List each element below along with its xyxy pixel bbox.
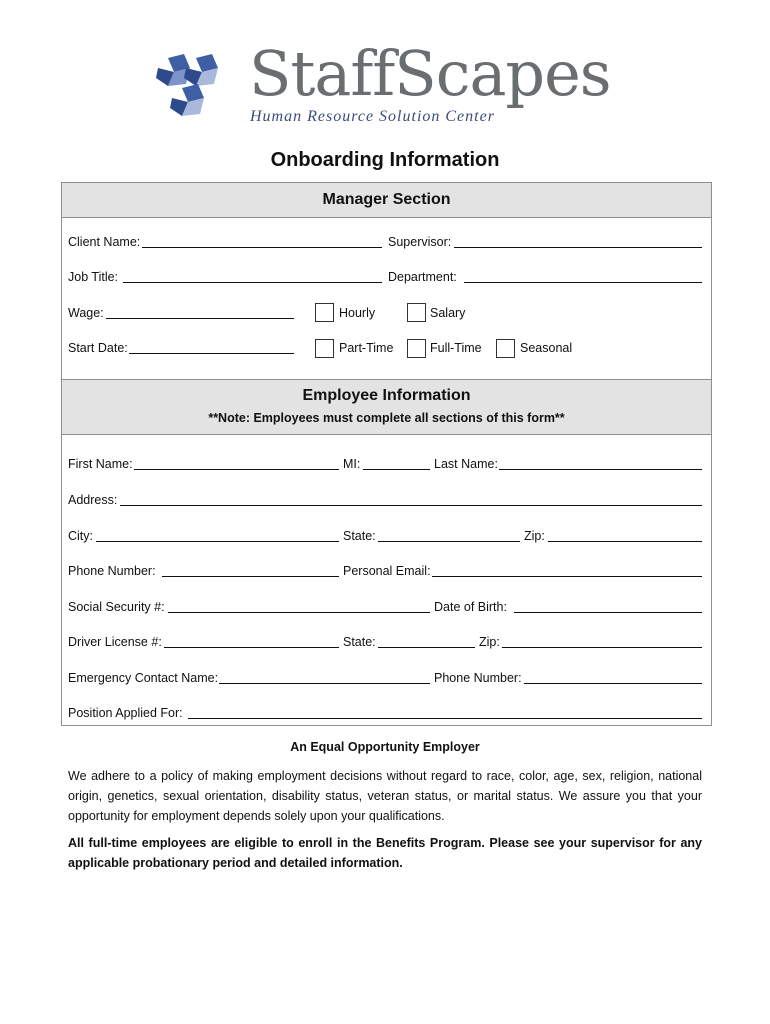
license-zip-field[interactable] (502, 647, 702, 648)
department-label: Department: (388, 270, 457, 284)
policy-paragraph: We adhere to a policy of making employment decisions without regard to race, color, age, sex, religion, national origin, genetics, sexual orientation, disability status, veteran status, or marital status. We assure you that your opportunity for employment depends solely upon your qualifications. (68, 769, 702, 823)
employee-section-header (62, 379, 711, 435)
emergency-phone-field[interactable] (524, 683, 702, 684)
logo-tagline: Human Resource Solution Center (250, 108, 495, 125)
zip-field[interactable] (548, 541, 702, 542)
job-title-label: Job Title: (68, 270, 119, 284)
driver-license-label: Driver License #: (68, 635, 162, 649)
wage-label: Wage: (68, 306, 104, 320)
seasonal-label: Seasonal (520, 341, 573, 355)
logo-cubes-icon (156, 54, 236, 120)
onboarding-form (61, 182, 712, 726)
hourly-checkbox[interactable] (315, 303, 334, 322)
license-state-label: State: (343, 635, 376, 649)
eeo-heading: An Equal Opportunity Employer (290, 740, 480, 754)
first-name-label: First Name: (68, 457, 133, 471)
mi-label: MI: (343, 457, 361, 471)
supervisor-label: Supervisor: (388, 235, 452, 249)
client-name-field[interactable] (142, 247, 382, 248)
department-field[interactable] (464, 282, 702, 283)
company-logo (156, 37, 626, 134)
job-title-field[interactable] (123, 282, 382, 283)
logo-wordmark: StaffScapes (249, 37, 611, 110)
start-date-label: Start Date: (68, 341, 128, 355)
hourly-label: Hourly (339, 306, 376, 320)
driver-license-field[interactable] (164, 647, 339, 648)
zip-label: Zip: (524, 529, 545, 543)
seasonal-checkbox[interactable] (496, 339, 515, 358)
mi-field[interactable] (363, 469, 430, 470)
manager-section-title: Manager Section (322, 191, 451, 208)
personal-email-label: Personal Email: (343, 564, 431, 578)
supervisor-field[interactable] (454, 247, 702, 248)
dob-label: Date of Birth: (434, 600, 507, 614)
benefits-paragraph: All full-time employees are eligible to enroll in the Benefits Program. Please see your supervisor for any applicable probationary period and detailed information. (68, 836, 702, 870)
wage-field[interactable] (106, 318, 294, 319)
emergency-contact-field[interactable] (219, 683, 430, 684)
phone-number-label: Phone Number: (68, 564, 156, 578)
city-field[interactable] (96, 541, 339, 542)
salary-checkbox[interactable] (407, 303, 426, 322)
client-name-label: Client Name: (68, 235, 141, 249)
emergency-phone-label: Phone Number: (434, 671, 522, 685)
ssn-label: Social Security #: (68, 600, 165, 614)
employee-section-title: Employee Information (302, 387, 471, 404)
first-name-field[interactable] (134, 469, 339, 470)
employee-section-note: **Note: Employees must complete all sections of this form** (208, 411, 565, 425)
manager-section-header (62, 183, 711, 218)
full-time-checkbox[interactable] (407, 339, 426, 358)
start-date-field[interactable] (129, 353, 294, 354)
address-label: Address: (68, 493, 118, 507)
address-field[interactable] (120, 505, 702, 506)
state-field[interactable] (378, 541, 520, 542)
city-label: City: (68, 529, 93, 543)
phone-number-field[interactable] (162, 576, 339, 577)
position-field[interactable] (188, 718, 702, 719)
last-name-label: Last Name: (434, 457, 498, 471)
last-name-field[interactable] (499, 469, 702, 470)
license-state-field[interactable] (378, 647, 475, 648)
dob-field[interactable] (514, 612, 702, 613)
part-time-checkbox[interactable] (315, 339, 334, 358)
full-time-label: Full-Time (430, 341, 482, 355)
position-label: Position Applied For: (68, 706, 183, 720)
license-zip-label: Zip: (479, 635, 500, 649)
personal-email-field[interactable] (432, 576, 702, 577)
part-time-label: Part-Time (339, 341, 394, 355)
state-label: State: (343, 529, 376, 543)
emergency-contact-label: Emergency Contact Name: (68, 671, 219, 685)
salary-label: Salary (430, 306, 466, 320)
page-title: Onboarding Information (270, 149, 500, 171)
ssn-field[interactable] (168, 612, 430, 613)
